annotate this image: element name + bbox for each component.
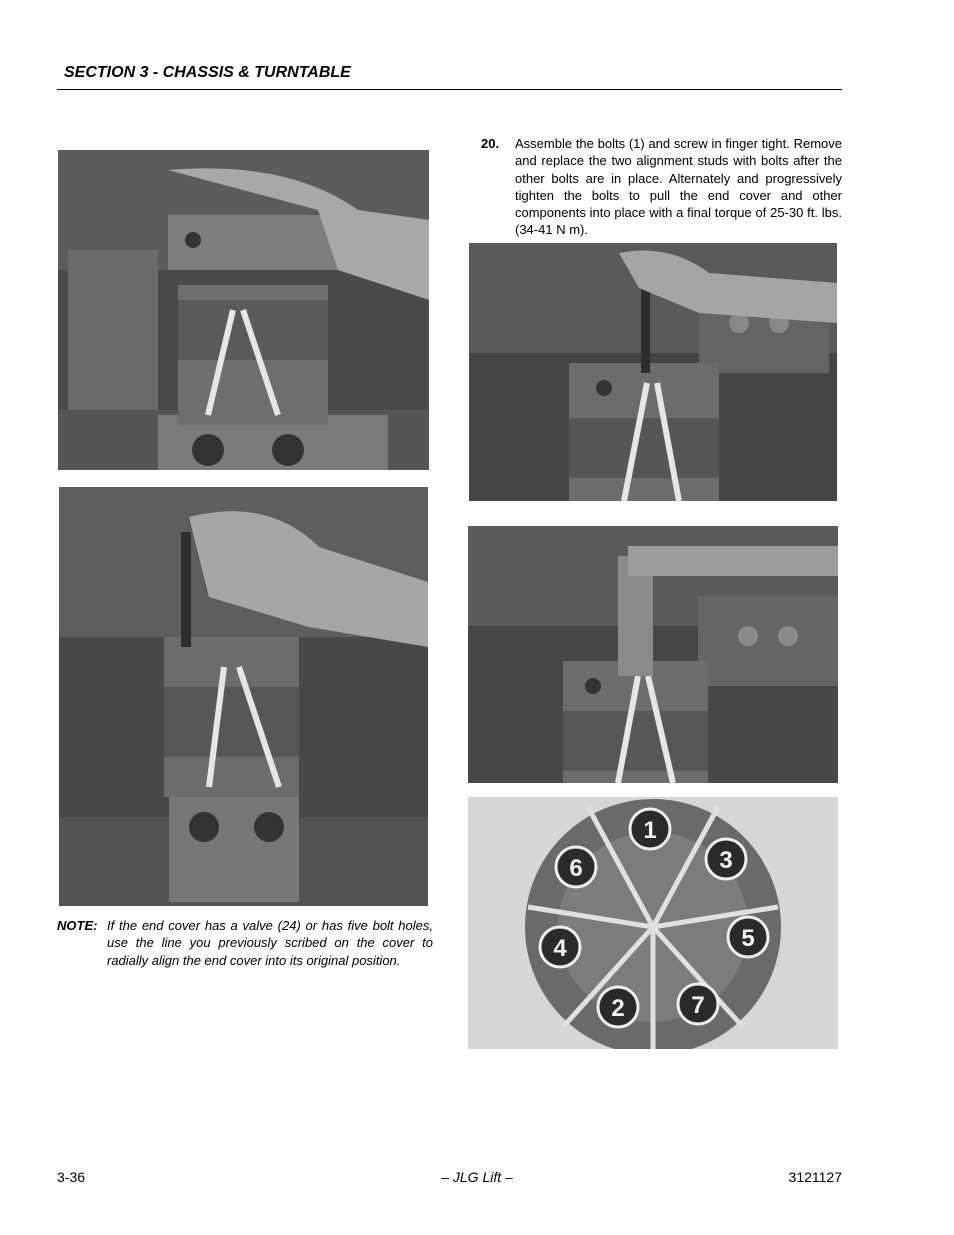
step-20	[481, 135, 842, 239]
photo-torque-bolts	[468, 526, 838, 783]
bolt-label-3: 3	[719, 847, 733, 874]
bolt-label-1: 1	[643, 817, 657, 844]
step-number: 20.	[481, 136, 500, 151]
photo-placing-end-cover	[58, 150, 429, 470]
page-number: 3-36	[57, 1169, 86, 1185]
photo-bolt-finger-tight	[469, 243, 837, 501]
bolt-label-4: 4	[553, 935, 567, 962]
note-label: NOTE:	[57, 918, 98, 933]
bolt-label-2: 2	[611, 995, 625, 1022]
section-title: SECTION 3 - CHASSIS & TURNTABLE	[64, 64, 351, 81]
document-number: 3121127	[788, 1169, 842, 1185]
bolt-label-7: 7	[691, 992, 705, 1019]
footer-brand: – JLG Lift –	[441, 1169, 513, 1185]
header-divider	[57, 89, 842, 90]
note-block	[57, 917, 433, 969]
bolt-label-5: 5	[741, 925, 755, 952]
step-text: Assemble the bolts (1) and screw in finger tight. Remove and replace the two alignment studs with bolts after the other bolts are in place. Alternately and progressively tighten the bolts to pull the end cover and other components into place with a final torque of 25-30 ft. lbs. (34-41 N m).	[515, 136, 842, 238]
photo-inserting-bolt	[59, 487, 428, 906]
bolt-sequence-diagram	[468, 797, 838, 1049]
note-text: If the end cover has a valve (24) or has five bolt holes, use the line you previously scribed on the cover to radially align the end cover into its original position.	[107, 918, 433, 968]
bolt-label-6: 6	[569, 855, 583, 882]
